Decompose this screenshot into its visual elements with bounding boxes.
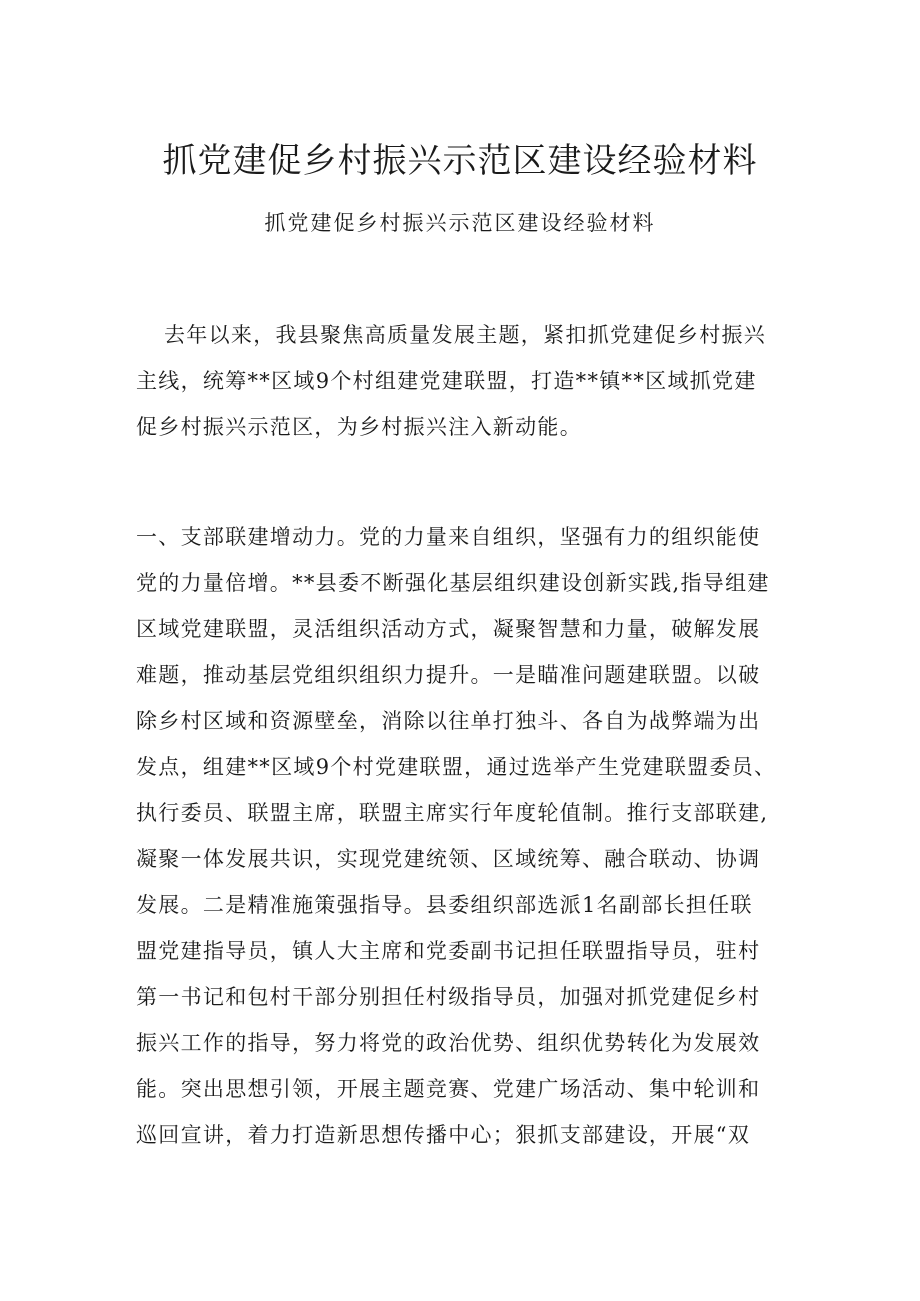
- intro-line: 主线，统筹**区域9个村组建党建联盟，打造**镇**区域抓党建: [136, 369, 757, 393]
- section-1-line: 凝聚一体发展共识，实现党建统领、区域统筹、融合联动、协调: [136, 847, 761, 871]
- document-title: 抓党建促乡村振兴示范区建设经验材料: [162, 141, 758, 181]
- intro-line: 促乡村振兴示范区，为乡村振兴注入新动能。: [136, 415, 582, 439]
- section-1-line: 一、支部联建增动力。党的力量来自组织，坚强有力的组织能使: [136, 525, 761, 549]
- section-1-line: 执行委员、联盟主席，联盟主席实行年度轮值制。推行支部联建,: [136, 801, 769, 825]
- section-1-line: 发展。二是精准施策强指导。县委组织部选派1名副部长担任联: [136, 893, 753, 917]
- section-1-paragraph: [136, 514, 792, 1158]
- section-1-line: 难题，推动基层党组织组织力提升。一是瞄准问题建联盟。以破: [136, 663, 761, 687]
- section-1-line: 第一书记和包村干部分别担任村级指导员，加强对抓党建促乡村: [136, 985, 761, 1009]
- section-1-line: 除乡村区域和资源壁垒，消除以往单打独斗、各自为战弊端为出: [136, 709, 761, 733]
- document-subtitle: 抓党建促乡村振兴示范区建设经验材料: [264, 211, 656, 235]
- section-1-line: 能。突出思想引领，开展主题竞赛、党建广场活动、集中轮训和: [136, 1077, 761, 1101]
- section-1-line: 巡回宣讲，着力打造新思想传播中心；狠抓支部建设，开展“双: [136, 1123, 751, 1147]
- section-1-line: 党的力量倍增。**县委不断强化基层组织建设创新实践,指导组建: [136, 571, 770, 595]
- section-1-line: 盟党建指导员，镇人大主席和党委副书记担任联盟指导员，驻村: [136, 939, 761, 963]
- section-1-line: 振兴工作的指导，努力将党的政治优势、组织优势转化为发展效: [136, 1031, 761, 1055]
- intro-paragraph: [136, 312, 792, 450]
- intro-line: 去年以来，我县聚焦高质量发展主题，紧扣抓党建促乡村振兴: [164, 323, 767, 347]
- section-1-line: 区域党建联盟，灵活组织活动方式，凝聚智慧和力量，破解发展: [136, 617, 761, 641]
- section-1-line: 发点，组建**区域9个村党建联盟，通过选举产生党建联盟委员、: [136, 755, 777, 779]
